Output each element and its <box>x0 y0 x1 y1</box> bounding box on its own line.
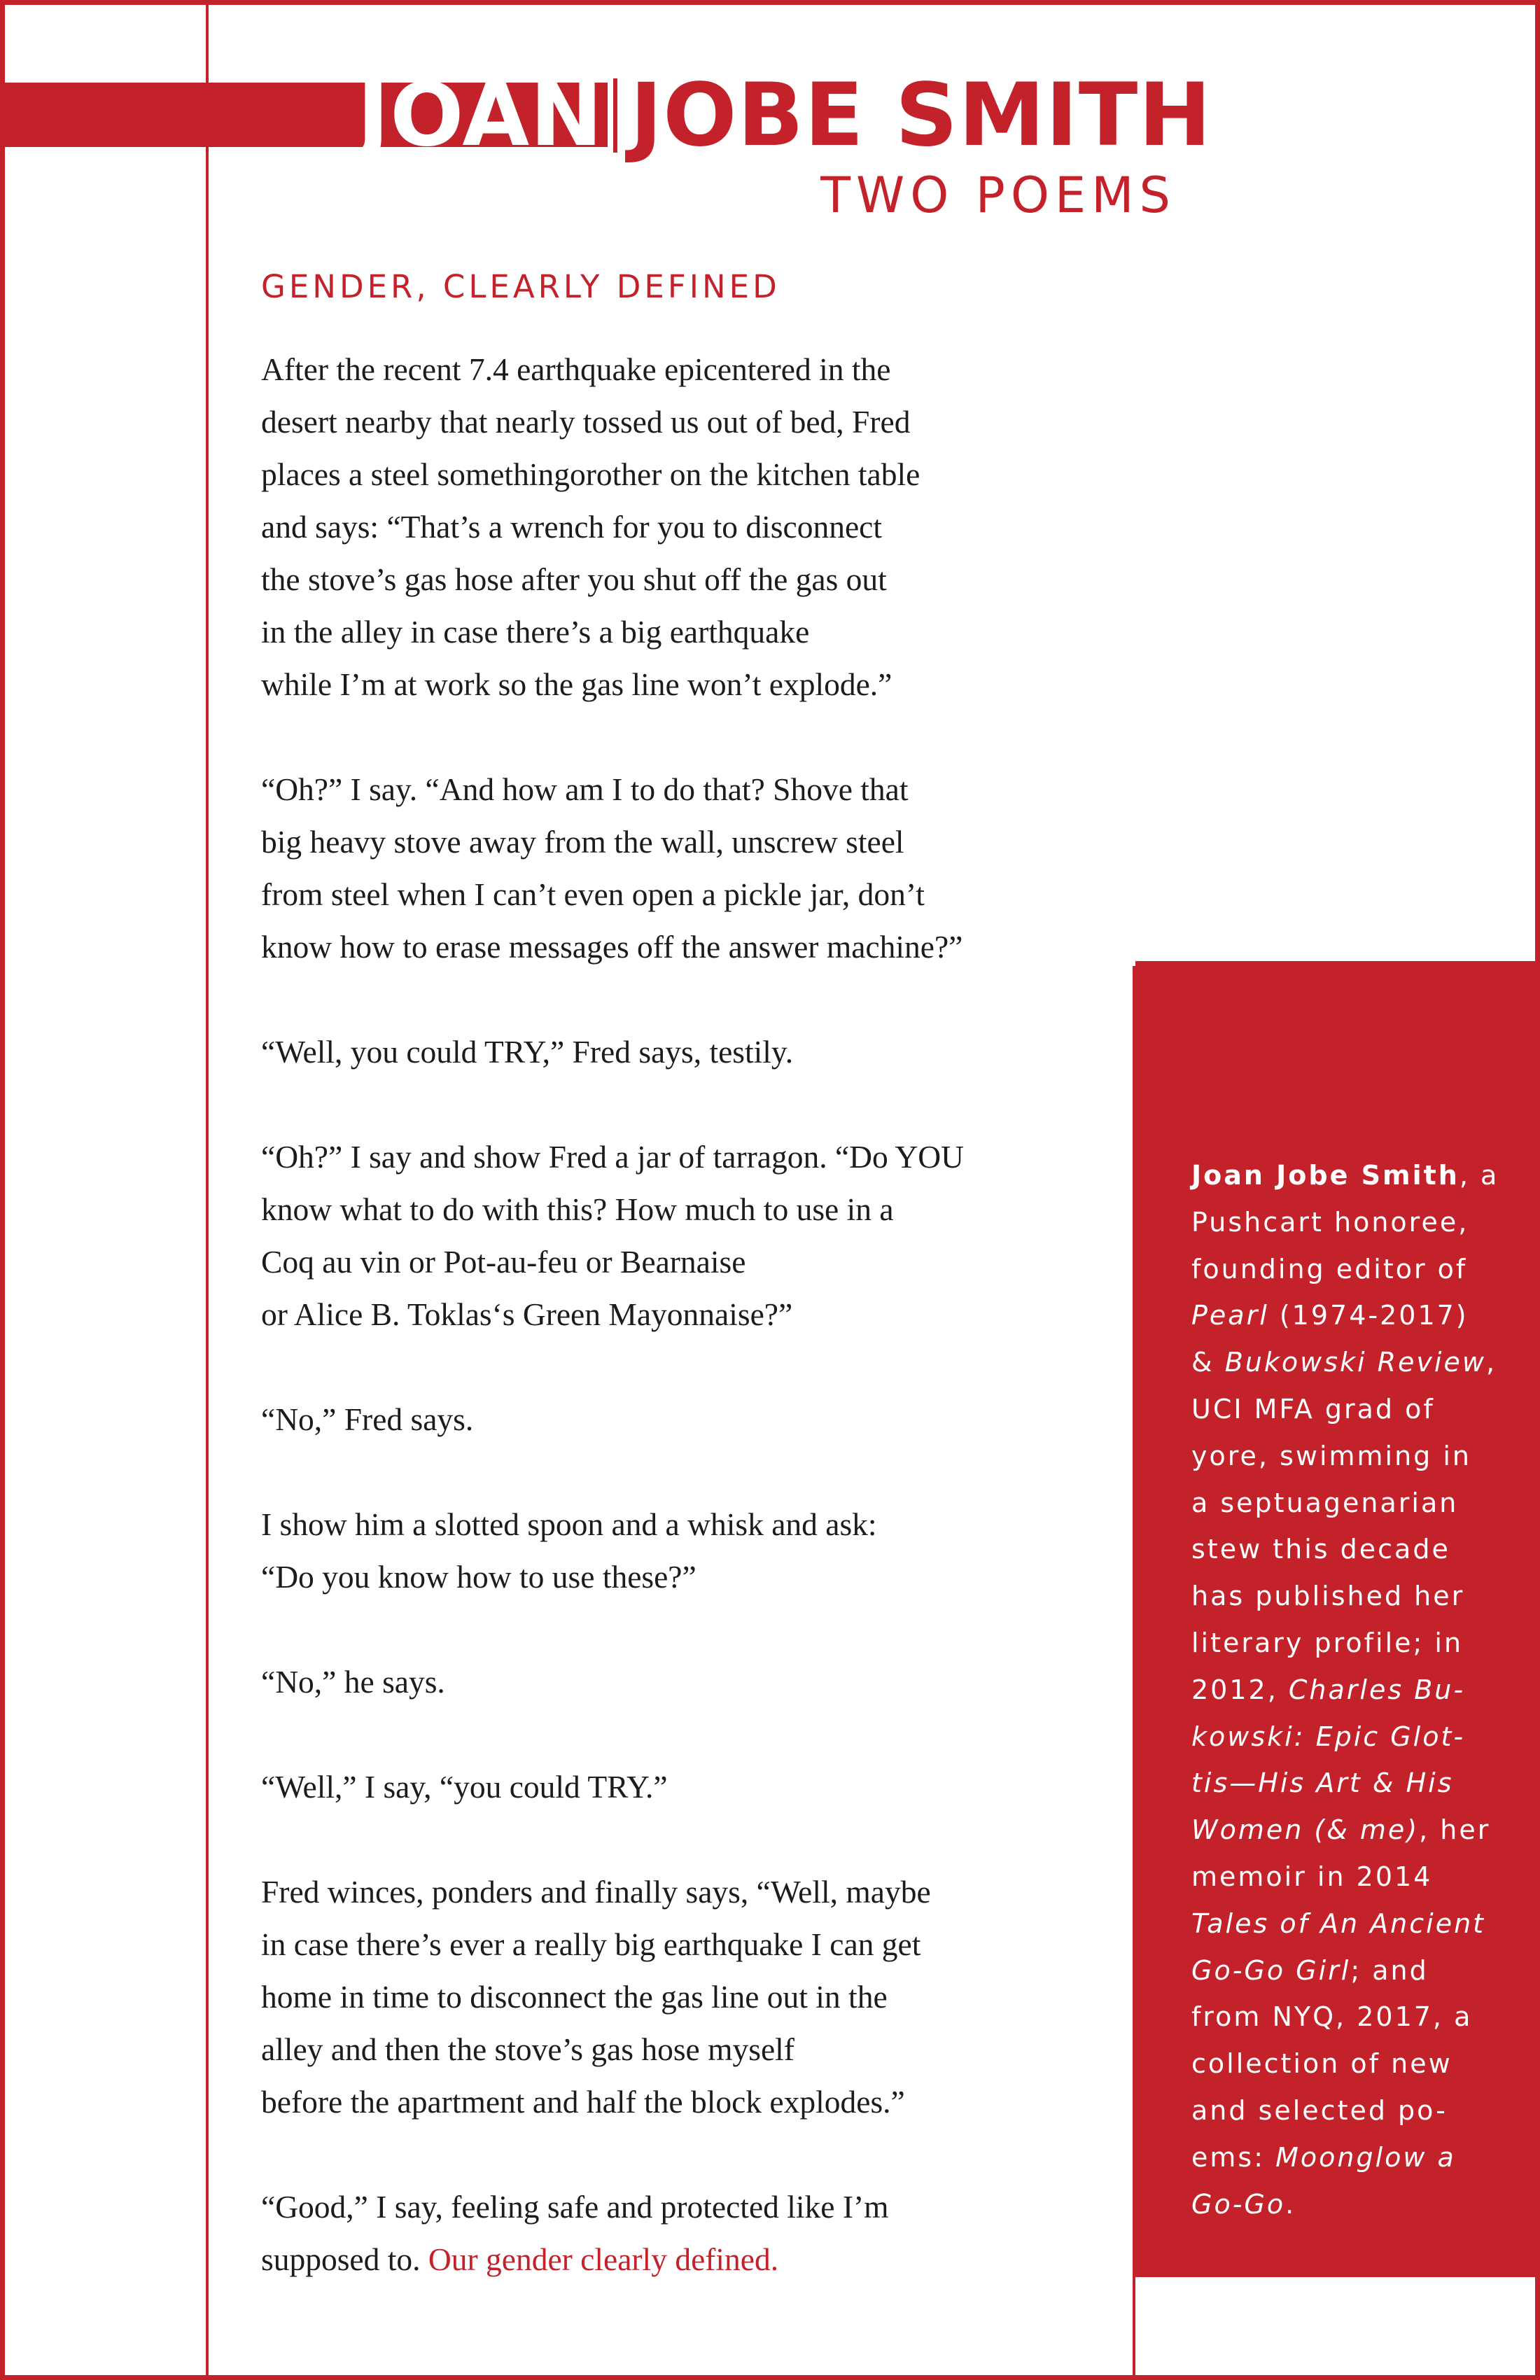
stanza <box>261 1393 1122 1446</box>
poem-line: the stove’s gas hose after you shut off the gas out <box>261 561 887 597</box>
poem-body <box>261 343 1122 2286</box>
bio-text: and selected po- <box>1191 2094 1448 2126</box>
poem-line: in the alley in case there’s a big earthquake <box>261 614 810 650</box>
poem-line: in case there’s ever a really big earthquake I can get <box>261 1926 921 1962</box>
bio-line <box>1191 2087 1527 2134</box>
bio-line <box>1191 1199 1527 1246</box>
poem-line: alley and then the stove’s gas hose myself <box>261 2031 794 2067</box>
bio-line <box>1191 1994 1527 2040</box>
bio-title-italic: kowski: Epic Glot- <box>1191 1721 1466 1752</box>
poem-line: After the recent 7.4 earthquake epicentered in the <box>261 351 891 387</box>
bio-text: collection of new <box>1191 2048 1452 2080</box>
stanza-final <box>261 2180 1122 2286</box>
bio-text: , her <box>1419 1814 1491 1846</box>
stanza <box>261 1498 1122 1603</box>
poem-line: “Oh?” I say and show Fred a jar of tarragon. “Do YOU <box>261 1139 965 1175</box>
bio-text: has published her <box>1191 1581 1465 1612</box>
bio-text: (1974-2017) <box>1268 1300 1469 1331</box>
bio-line <box>1191 2040 1527 2087</box>
bio-title-italic: Tales of An Ancient <box>1191 1907 1486 1939</box>
poem-line: “Well, you could TRY,” Fred says, testily. <box>261 1034 794 1070</box>
bio-title-italic: Moonglow a <box>1275 2141 1456 2173</box>
bio-text: Pushcart honoree, <box>1191 1206 1469 1238</box>
poem-line: know how to erase messages off the answer machine?” <box>261 929 963 965</box>
bio-line <box>1191 1386 1527 1433</box>
bio-title-italic: Go-Go Girl <box>1191 1954 1351 1986</box>
author-bio <box>1191 1152 1527 2227</box>
bio-text: founding editor of <box>1191 1253 1468 1284</box>
poem-line: from steel when I can’t even open a pickle jar, don’t <box>261 876 925 912</box>
poem-line: I show him a slotted spoon and a whisk and ask: <box>261 1506 877 1542</box>
bio-line <box>1191 1480 1527 1527</box>
bio-line <box>1191 1807 1527 1854</box>
bio-title-italic: Go-Go <box>1191 2188 1286 2220</box>
bio-text: from NYQ, 2017, a <box>1191 2001 1473 2033</box>
bio-line <box>1191 1573 1527 1620</box>
bio-line <box>1191 1433 1527 1480</box>
poem-line: “No,” he says. <box>261 1664 445 1700</box>
bio-line <box>1191 1947 1527 1994</box>
poem-line: desert nearby that nearly tossed us out of bed, Fred <box>261 404 911 440</box>
bio-text: stew this decade <box>1191 1534 1450 1565</box>
stanza <box>261 343 1122 710</box>
poem-line: “No,” Fred says. <box>261 1401 474 1437</box>
poem-line: or Alice B. Toklas‘s Green Mayonnaise?” <box>261 1296 793 1332</box>
bio-title-italic: Bukowski Review <box>1224 1347 1486 1378</box>
bio-line <box>1191 1854 1527 1900</box>
stanza <box>261 763 1122 973</box>
bio-text: . <box>1285 2188 1296 2220</box>
poem-line: while I’m at work so the gas line won’t explode.” <box>261 666 892 702</box>
bio-line <box>1191 1526 1527 1573</box>
poem-line: “Oh?” I say. “And how am I to do that? Shove that <box>261 771 909 807</box>
bio-text: memoir in 2014 <box>1191 1861 1433 1892</box>
poem-line: before the apartment and half the block explodes.” <box>261 2084 905 2120</box>
poem-title: GENDER, CLEARLY DEFINED <box>261 268 780 305</box>
left-margin-rule <box>206 0 209 2380</box>
bio-line <box>1191 1900 1527 1947</box>
bio-text: ems: <box>1191 2141 1276 2173</box>
bio-text: & <box>1191 1347 1225 1378</box>
bio-title-italic: Charles Bu- <box>1288 1674 1466 1705</box>
section-subtitle: TWO POEMS <box>820 167 1176 224</box>
poem-line: “Well,” I say, “you could TRY.” <box>261 1769 668 1805</box>
author-name <box>357 66 1212 164</box>
bio-line <box>1191 1339 1527 1386</box>
stanza <box>261 1130 1122 1340</box>
stanza <box>261 1865 1122 2128</box>
bio-line <box>1191 2134 1527 2181</box>
bio-line <box>1191 1760 1527 1807</box>
stanza <box>261 1760 1122 1813</box>
bio-title-italic: Pearl <box>1191 1300 1269 1331</box>
poem-line-start: supposed to. <box>261 2241 428 2277</box>
bio-line <box>1191 1152 1527 1199</box>
bio-text: a septuagenarian <box>1191 1487 1459 1518</box>
poem-line: and says: “That’s a wrench for you to disconnect <box>261 509 882 545</box>
bio-line <box>1191 1246 1527 1293</box>
stanza <box>261 1656 1122 1708</box>
bio-text: yore, swimming in <box>1191 1440 1472 1471</box>
poem-line: big heavy stove away from the wall, unscrew steel <box>261 824 904 860</box>
poem-line <box>261 2233 1122 2286</box>
poem-line: “Good,” I say, feeling safe and protected like I’m <box>261 2189 889 2225</box>
poem-line: know what to do with this? How much to use in a <box>261 1191 894 1227</box>
bio-line <box>1191 1292 1527 1339</box>
bio-line <box>1191 1714 1527 1760</box>
bio-text: 2012, <box>1191 1674 1289 1705</box>
poem-line: places a steel somethingorother on the kitchen table <box>261 456 920 492</box>
poem-line: Fred winces, ponders and finally says, “Well, maybe <box>261 1874 931 1910</box>
bio-text: , <box>1485 1347 1497 1378</box>
bio-line <box>1191 1667 1527 1714</box>
bio-text: UCI MFA grad of <box>1191 1393 1435 1424</box>
poem-line: “Do you know how to use these?” <box>261 1559 696 1595</box>
poem-line: home in time to disconnect the gas line out in the <box>261 1979 888 2015</box>
bio-line <box>1191 2181 1527 2228</box>
bio-text: , a <box>1459 1160 1499 1191</box>
poem-closing-phrase: Our gender clearly defined. <box>428 2241 779 2277</box>
bio-title-italic: Women (& me) <box>1191 1814 1420 1846</box>
poem-line: Coq au vin or Pot-au-feu or Bearnaise <box>261 1244 746 1280</box>
bio-line <box>1191 1620 1527 1667</box>
name-divider <box>613 78 617 153</box>
author-first-name: JOAN <box>357 65 603 166</box>
bio-title-italic: tis—His Art & His <box>1191 1768 1454 1799</box>
bio-name: Joan Jobe Smith <box>1191 1160 1460 1191</box>
bio-text: literary profile; in <box>1191 1627 1464 1658</box>
stanza <box>261 1026 1122 1078</box>
bio-text: ; and <box>1350 1954 1429 1986</box>
author-last-name: JOBE SMITH <box>629 65 1212 166</box>
